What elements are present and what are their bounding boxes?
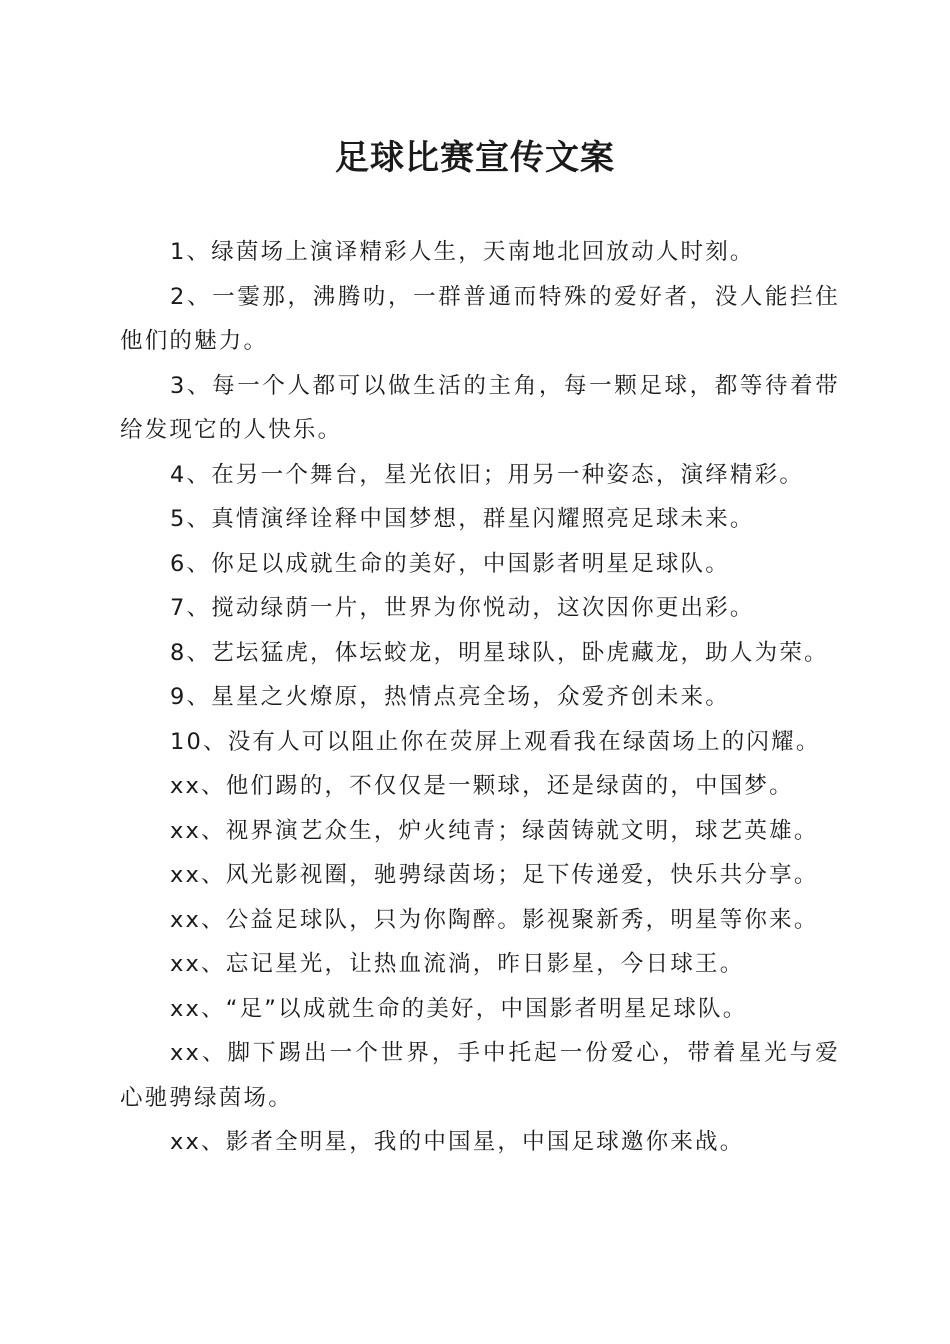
slogan-paragraph: 3、每一个人都可以做生活的主角，每一颗足球，都等待着带给发现它的人快乐。 — [120, 372, 840, 443]
slogan-paragraph: xx、“足”以成就生命的美好，中国影者明星足球队。 — [170, 995, 748, 1022]
slogan-paragraph: 7、搅动绿荫一片，世界为你悦动，这次因你更出彩。 — [170, 595, 755, 621]
slogan-paragraph: xx、影者全明星，我的中国星，中国足球邀你来战。 — [170, 1129, 745, 1155]
slogan-paragraph: 9、星星之火燎原，热情点亮全场，众爱齐创未来。 — [170, 684, 730, 710]
slogan-paragraph: xx、风光影视圈，驰骋绿茵场；足下传递爱，快乐共分享。 — [170, 862, 819, 888]
slogan-paragraph: 8、艺坛猛虎，体坛蛟龙，明星球队，卧虎藏龙，助人为荣。 — [170, 639, 829, 666]
document-title: 足球比赛宣传文案 — [335, 138, 615, 178]
slogan-paragraph: xx、他们踢的，不仅仅是一颗球，还是绿茵的，中国梦。 — [170, 773, 794, 799]
document-body — [120, 230, 840, 1165]
slogan-paragraph: xx、公益足球队，只为你陶醉。影视聚新秀，明星等你来。 — [170, 906, 819, 933]
slogan-paragraph: 1、绿茵场上演译精彩人生，天南地北回放动人时刻。 — [170, 239, 755, 265]
slogan-paragraph: xx、忘记星光，让热血流淌，昨日影星，今日球王。 — [170, 951, 745, 977]
slogan-paragraph: 10、没有人可以阻止你在荧屏上观看我在绿茵场上的闪耀。 — [170, 728, 821, 755]
slogan-paragraph: xx、脚下踢出一个世界，手中托起一份爱心，带着星光与爱心驰骋绿茵场。 — [120, 1040, 840, 1111]
slogan-paragraph: 4、在另一个舞台，星光依旧；用另一种姿态，演绎精彩。 — [170, 461, 805, 488]
slogan-paragraph: 5、真情演绎诠释中国梦想，群星闪耀照亮足球未来。 — [170, 506, 755, 532]
slogan-paragraph: 2、一霎那，沸腾叻，一群普通而特殊的爱好者，没人能拦住他们的魅力。 — [120, 283, 840, 354]
slogan-paragraph: 6、你足以成就生命的美好，中国影者明星足球队。 — [170, 550, 730, 577]
slogan-paragraph: xx、视界演艺众生，炉火纯青；绿茵铸就文明，球艺英雄。 — [170, 817, 819, 844]
